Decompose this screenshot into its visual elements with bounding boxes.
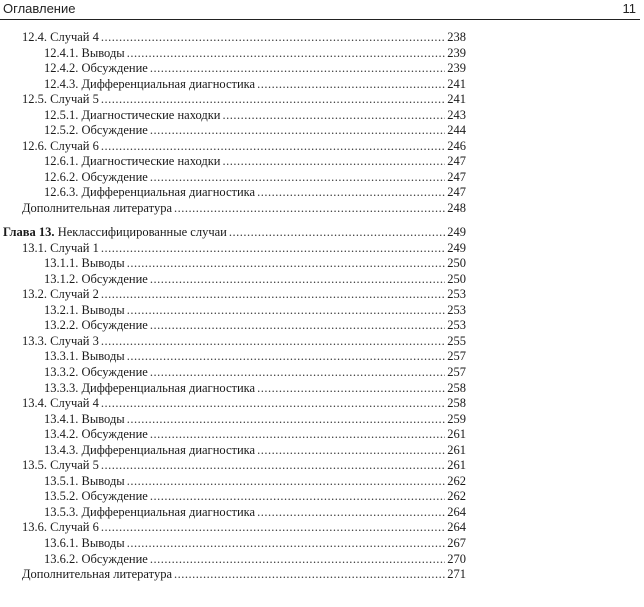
toc-page-number: 258 bbox=[447, 380, 466, 395]
toc-entry[interactable] bbox=[0, 256, 466, 272]
toc-page-number: 264 bbox=[447, 504, 466, 519]
dot-leader bbox=[101, 458, 445, 474]
dot-leader bbox=[150, 365, 445, 381]
toc-page-number: 239 bbox=[447, 45, 466, 60]
toc-entry-label: 13.5. Случай 5 bbox=[22, 458, 99, 473]
dot-leader bbox=[127, 474, 445, 490]
toc-page-number: 261 bbox=[447, 442, 466, 457]
toc-page-number: 250 bbox=[447, 271, 466, 286]
dot-leader bbox=[257, 381, 445, 397]
toc-page-number: 270 bbox=[447, 551, 466, 566]
dot-leader bbox=[229, 225, 445, 241]
toc-page-number: 259 bbox=[447, 411, 466, 426]
toc-page-number: 241 bbox=[447, 76, 466, 91]
toc-entry[interactable] bbox=[0, 61, 466, 77]
toc-entry[interactable] bbox=[0, 520, 466, 536]
toc-entry[interactable] bbox=[0, 201, 466, 217]
toc-entry[interactable] bbox=[0, 272, 466, 288]
toc-entry[interactable] bbox=[0, 46, 466, 62]
toc-entry[interactable] bbox=[0, 92, 466, 108]
dot-leader bbox=[127, 303, 445, 319]
toc-page-number: 247 bbox=[447, 154, 466, 169]
dot-leader bbox=[223, 108, 446, 124]
toc-entry-label: 13.6.2. Обсуждение bbox=[44, 551, 148, 566]
toc-entry[interactable] bbox=[0, 318, 466, 334]
toc-entry-label: 13.6. Случай 6 bbox=[22, 520, 99, 535]
toc-page-number: 246 bbox=[447, 138, 466, 153]
dot-leader bbox=[174, 567, 445, 583]
toc-entry-label: 12.6. Случай 6 bbox=[22, 138, 99, 153]
toc-page-number: 261 bbox=[447, 427, 466, 442]
toc-page-number: 258 bbox=[447, 396, 466, 411]
dot-leader bbox=[150, 272, 445, 288]
toc-entry-label: 13.3.2. Обсуждение bbox=[44, 364, 148, 379]
toc-page-number: 255 bbox=[447, 333, 466, 348]
toc-chapter-entry[interactable] bbox=[0, 225, 466, 241]
toc-page-number: 264 bbox=[447, 520, 466, 535]
toc-entry-label: 13.1.2. Обсуждение bbox=[44, 271, 148, 286]
toc-entry-label: 13.4.1. Выводы bbox=[44, 411, 125, 426]
toc-entry[interactable] bbox=[0, 303, 466, 319]
toc-page-number: 241 bbox=[447, 92, 466, 107]
toc-page-number: 262 bbox=[447, 473, 466, 488]
dot-leader bbox=[101, 139, 445, 155]
dot-leader bbox=[150, 61, 445, 77]
toc-entry-label: Дополнительная литература bbox=[22, 201, 172, 216]
dot-leader bbox=[127, 46, 445, 62]
toc-entry[interactable] bbox=[0, 458, 466, 474]
dot-leader bbox=[257, 443, 445, 459]
toc-chapter-number: Глава 13. bbox=[3, 225, 55, 240]
dot-leader bbox=[257, 77, 445, 93]
dot-leader bbox=[127, 412, 445, 428]
toc-entry[interactable] bbox=[0, 30, 466, 46]
toc-entry[interactable] bbox=[0, 365, 466, 381]
dot-leader bbox=[101, 92, 445, 108]
toc-entry-label: 12.4.2. Обсуждение bbox=[44, 61, 148, 76]
toc-page-number: 247 bbox=[447, 169, 466, 184]
table-of-contents bbox=[0, 30, 466, 583]
toc-entry[interactable] bbox=[0, 536, 466, 552]
toc-entry-label: 12.4.3. Дифференциальная диагностика bbox=[44, 76, 256, 91]
dot-leader bbox=[150, 552, 445, 568]
dot-leader bbox=[127, 256, 445, 272]
toc-entry[interactable] bbox=[0, 567, 466, 583]
toc-entry-label: 12.5. Случай 5 bbox=[22, 92, 99, 107]
toc-entry[interactable] bbox=[0, 108, 466, 124]
toc-page-number: 249 bbox=[447, 240, 466, 255]
toc-entry-label bbox=[3, 225, 227, 241]
header-title: Оглавление bbox=[3, 1, 76, 16]
toc-page-number: 271 bbox=[447, 567, 466, 582]
toc-page-number: 243 bbox=[447, 107, 466, 122]
toc-page-number: 249 bbox=[447, 225, 466, 240]
toc-page-number: 257 bbox=[447, 364, 466, 379]
toc-entry[interactable] bbox=[0, 287, 466, 303]
dot-leader bbox=[101, 334, 445, 350]
dot-leader bbox=[101, 396, 445, 412]
dot-leader bbox=[257, 185, 445, 201]
toc-entry[interactable] bbox=[0, 154, 466, 170]
toc-entry-label: 12.5.2. Обсуждение bbox=[44, 123, 148, 138]
toc-entry-label: 12.5.1. Диагностические находки bbox=[44, 107, 221, 122]
toc-entry[interactable] bbox=[0, 139, 466, 155]
toc-entry[interactable] bbox=[0, 185, 466, 201]
dot-leader bbox=[150, 427, 445, 443]
toc-entry-label: 13.3.1. Выводы bbox=[44, 349, 125, 364]
toc-page-number: 244 bbox=[447, 123, 466, 138]
toc-entry[interactable] bbox=[0, 474, 466, 490]
toc-page-number: 253 bbox=[447, 287, 466, 302]
toc-entry-label: 13.3.3. Дифференциальная диагностика bbox=[44, 380, 256, 395]
dot-leader bbox=[150, 489, 445, 505]
toc-page-number: 238 bbox=[447, 30, 466, 44]
dot-leader bbox=[101, 30, 445, 46]
toc-entry-label: 12.6.2. Обсуждение bbox=[44, 169, 148, 184]
dot-leader bbox=[150, 123, 445, 139]
header-page-number: 11 bbox=[622, 1, 636, 16]
toc-entry[interactable] bbox=[0, 427, 466, 443]
toc-page-number: 257 bbox=[447, 349, 466, 364]
dot-leader bbox=[101, 520, 445, 536]
toc-entry-label: 12.4. Случай 4 bbox=[22, 30, 99, 44]
toc-page-number: 248 bbox=[447, 201, 466, 216]
toc-entry[interactable] bbox=[0, 396, 466, 412]
toc-entry-label: 13.1.1. Выводы bbox=[44, 256, 125, 271]
toc-entry[interactable] bbox=[0, 381, 466, 397]
toc-entry-label: 13.5.2. Обсуждение bbox=[44, 489, 148, 504]
dot-leader bbox=[127, 536, 445, 552]
toc-entry[interactable] bbox=[0, 123, 466, 139]
toc-page-number: 253 bbox=[447, 302, 466, 317]
toc-entry-label: 12.6.1. Диагностические находки bbox=[44, 154, 221, 169]
toc-entry[interactable] bbox=[0, 170, 466, 186]
toc-page-number: 250 bbox=[447, 256, 466, 271]
toc-entry-label: 13.4.3. Дифференциальная диагностика bbox=[44, 442, 256, 457]
toc-entry-label: 13.4.2. Обсуждение bbox=[44, 427, 148, 442]
dot-leader bbox=[174, 201, 445, 217]
toc-entry-label: 13.2.1. Выводы bbox=[44, 302, 125, 317]
toc-entry[interactable] bbox=[0, 77, 466, 93]
toc-entry-label: 13.3. Случай 3 bbox=[22, 333, 99, 348]
toc-page-number: 261 bbox=[447, 458, 466, 473]
toc-entry-label: 13.2. Случай 2 bbox=[22, 287, 99, 302]
toc-entry-label: 13.1. Случай 1 bbox=[22, 240, 99, 255]
toc-page-number: 267 bbox=[447, 536, 466, 550]
toc-entry[interactable] bbox=[0, 349, 466, 365]
toc-entry[interactable] bbox=[0, 334, 466, 350]
toc-page-number: 262 bbox=[447, 489, 466, 504]
toc-entry-label: 13.2.2. Обсуждение bbox=[44, 318, 148, 333]
dot-leader bbox=[101, 241, 445, 257]
toc-entry[interactable] bbox=[0, 552, 466, 568]
toc-entry-label: 13.4. Случай 4 bbox=[22, 396, 99, 411]
running-header bbox=[0, 0, 640, 20]
dot-leader bbox=[150, 170, 445, 186]
toc-entry-label: Дополнительная литература bbox=[22, 567, 172, 582]
toc-page-number: 247 bbox=[447, 185, 466, 200]
toc-entry-label: 12.6.3. Дифференциальная диагностика bbox=[44, 185, 256, 200]
toc-page-number: 253 bbox=[447, 318, 466, 333]
toc-entry-label: 13.5.3. Дифференциальная диагностика bbox=[44, 504, 256, 519]
toc-entry[interactable] bbox=[0, 412, 466, 428]
toc-entry-label: 12.4.1. Выводы bbox=[44, 45, 125, 60]
toc-chapter-title: Неклассифицированные случаи bbox=[57, 225, 227, 240]
toc-entry-label: 13.5.1. Выводы bbox=[44, 473, 125, 488]
toc-entry[interactable] bbox=[0, 443, 466, 459]
toc-entry-label: 13.6.1. Выводы bbox=[44, 536, 125, 550]
toc-entry[interactable] bbox=[0, 489, 466, 505]
dot-leader bbox=[257, 505, 445, 521]
toc-page-number: 239 bbox=[447, 61, 466, 76]
toc-entry[interactable] bbox=[0, 241, 466, 257]
toc-entry[interactable] bbox=[0, 505, 466, 521]
dot-leader bbox=[127, 349, 445, 365]
dot-leader bbox=[150, 318, 445, 334]
dot-leader bbox=[101, 287, 445, 303]
dot-leader bbox=[223, 154, 446, 170]
